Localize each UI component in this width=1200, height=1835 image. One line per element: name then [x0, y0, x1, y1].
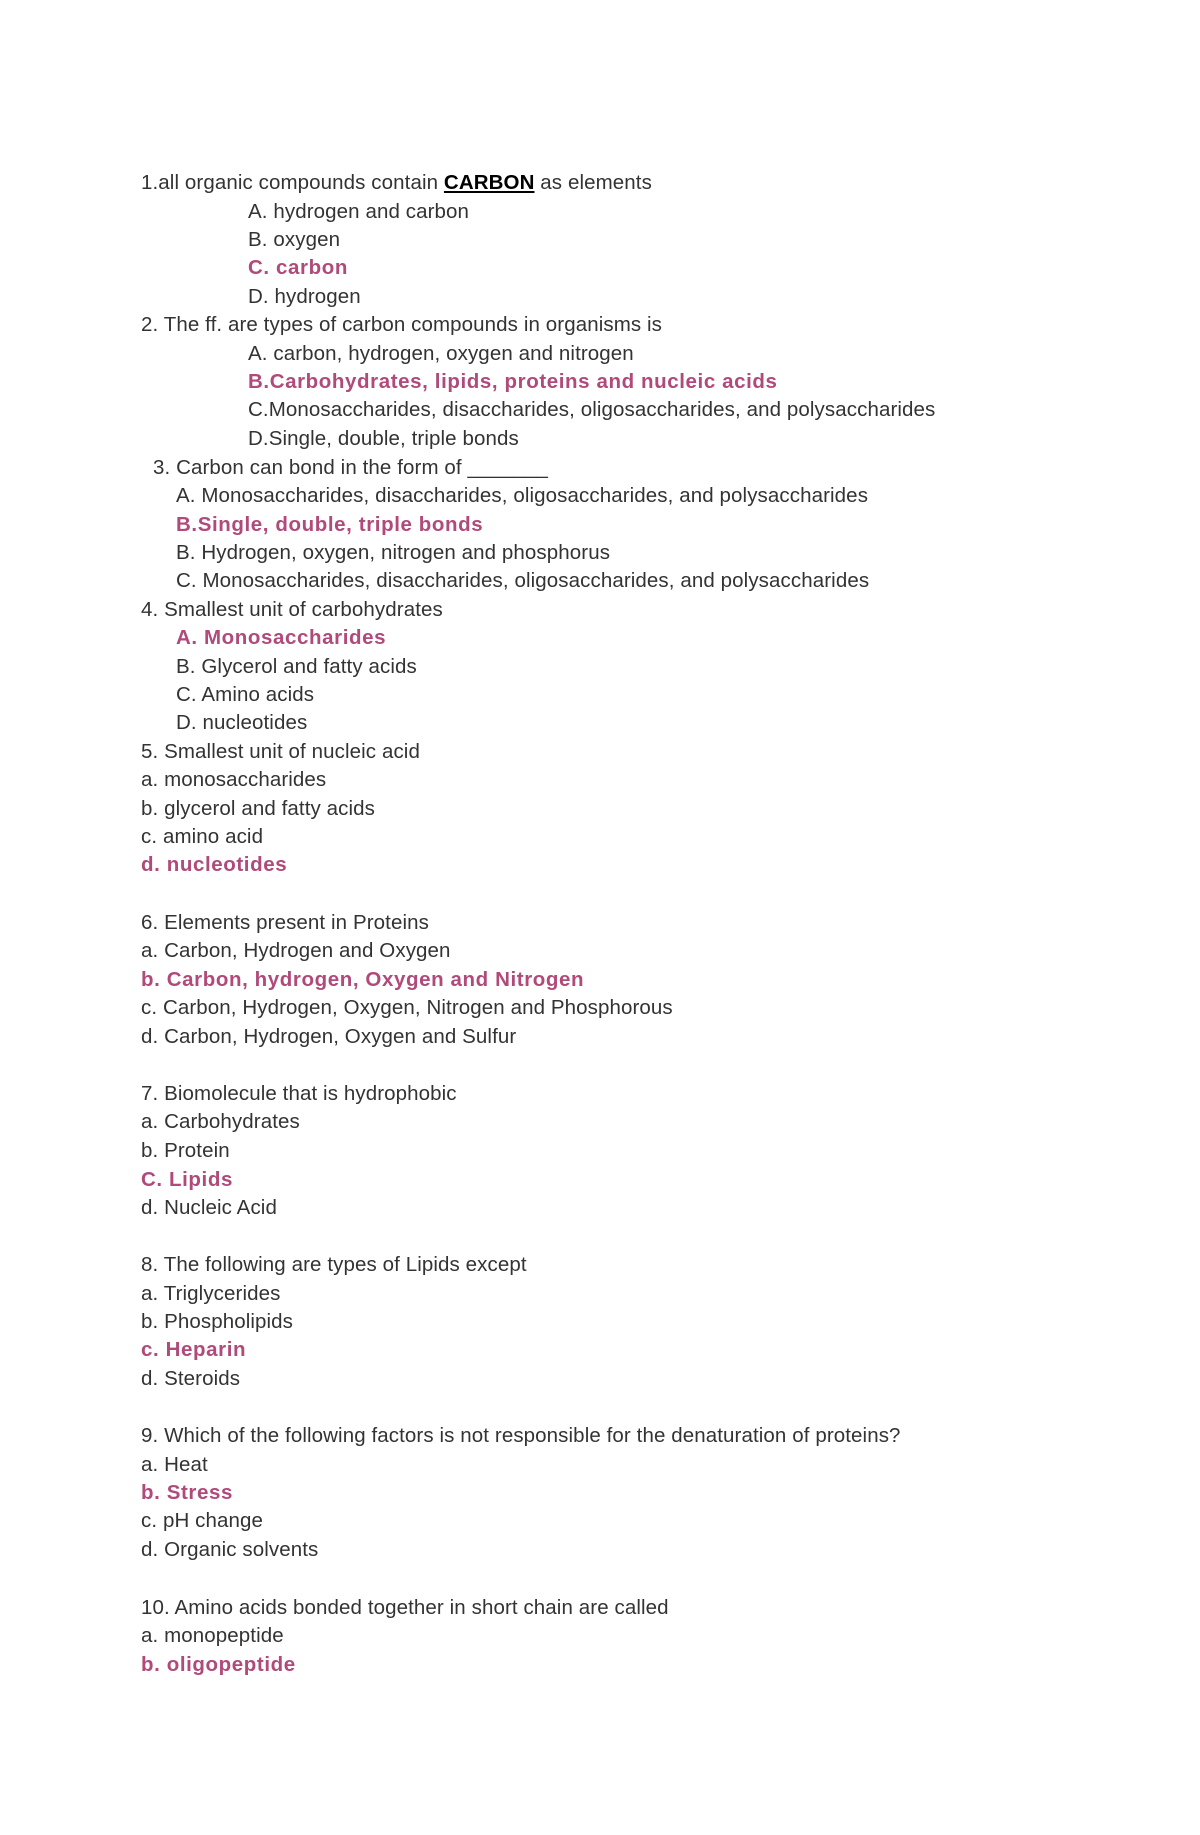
- q5-option-c: c. amino acid: [141, 825, 264, 848]
- q9-answer-b: b. Stress: [141, 1481, 233, 1504]
- q8-option-a: a. Triglycerides: [141, 1282, 281, 1305]
- q5-answer-d: d. nucleotides: [141, 853, 288, 876]
- q8-stem: 8. The following are types of Lipids except: [141, 1253, 527, 1276]
- q9-option-a: a. Heat: [141, 1453, 208, 1476]
- q3-option-b: B. Hydrogen, oxygen, nitrogen and phosphorus: [176, 541, 611, 564]
- q4-stem: 4. Smallest unit of carbohydrates: [141, 598, 443, 621]
- q5-stem: 5. Smallest unit of nucleic acid: [141, 740, 420, 763]
- q3-stem: 3. Carbon can bond in the form of _______: [153, 456, 549, 479]
- q1-emphasis: CARBON: [443, 171, 535, 194]
- q3-option-c: C. Monosaccharides, disaccharides, oligosaccharides, and polysaccharides: [176, 569, 870, 592]
- q1-option-d: D. hydrogen: [248, 285, 361, 308]
- q5-option-b: b. glycerol and fatty acids: [141, 797, 376, 820]
- q4-option-b: B. Glycerol and fatty acids: [176, 655, 417, 678]
- q9-option-c: c. pH change: [141, 1509, 263, 1532]
- q1-stem-suffix: as elements: [534, 171, 652, 194]
- q6-stem: 6. Elements present in Proteins: [141, 911, 429, 934]
- q6-option-d: d. Carbon, Hydrogen, Oxygen and Sulfur: [141, 1025, 517, 1048]
- q7-option-d: d. Nucleic Acid: [141, 1196, 277, 1219]
- q1-option-b: B. oxygen: [248, 228, 341, 251]
- q7-option-b: b. Protein: [141, 1139, 230, 1162]
- q2-option-a: A. carbon, hydrogen, oxygen and nitrogen: [248, 342, 634, 365]
- q5-option-a: a. monosaccharides: [141, 768, 327, 791]
- q7-option-a: a. Carbohydrates: [141, 1110, 300, 1133]
- q1-stem: [141, 169, 652, 197]
- q2-answer-b: B.Carbohydrates, lipids, proteins and nucleic acids: [248, 370, 778, 393]
- q6-option-a: a. Carbon, Hydrogen and Oxygen: [141, 939, 451, 962]
- q10-answer-b: b. oligopeptide: [141, 1653, 296, 1676]
- q7-answer-c: C. Lipids: [141, 1168, 233, 1191]
- q7-stem: 7. Biomolecule that is hydrophobic: [141, 1082, 457, 1105]
- q1-option-a: A. hydrogen and carbon: [248, 200, 470, 223]
- q9-option-d: d. Organic solvents: [141, 1538, 319, 1561]
- q2-stem: 2. The ff. are types of carbon compounds in organisms is: [141, 313, 663, 336]
- q2-option-c: C.Monosaccharides, disaccharides, oligosaccharides, and polysaccharides: [248, 398, 936, 421]
- q4-option-d: D. nucleotides: [176, 711, 308, 734]
- q6-answer-b: b. Carbon, hydrogen, Oxygen and Nitrogen: [141, 968, 585, 991]
- q1-stem-prefix: 1.all organic compounds contain: [141, 171, 444, 194]
- q4-option-c: C. Amino acids: [176, 683, 315, 706]
- q3-answer-b: B.Single, double, triple bonds: [176, 513, 484, 536]
- q8-answer-c: c. Heparin: [141, 1338, 247, 1361]
- q8-option-d: d. Steroids: [141, 1367, 241, 1390]
- q1-answer-c: C. carbon: [248, 256, 348, 279]
- q9-stem: 9. Which of the following factors is not responsible for the denaturation of proteins?: [141, 1424, 901, 1447]
- q2-option-d: D.Single, double, triple bonds: [248, 427, 519, 450]
- q8-option-b: b. Phospholipids: [141, 1310, 294, 1333]
- q3-option-a: A. Monosaccharides, disaccharides, oligosaccharides, and polysaccharides: [176, 484, 869, 507]
- q4-answer-a: A. Monosaccharides: [176, 626, 387, 649]
- q6-option-c: c. Carbon, Hydrogen, Oxygen, Nitrogen and Phosphorous: [141, 996, 673, 1019]
- q10-stem: 10. Amino acids bonded together in short chain are called: [141, 1596, 669, 1619]
- q10-option-a: a. monopeptide: [141, 1624, 284, 1647]
